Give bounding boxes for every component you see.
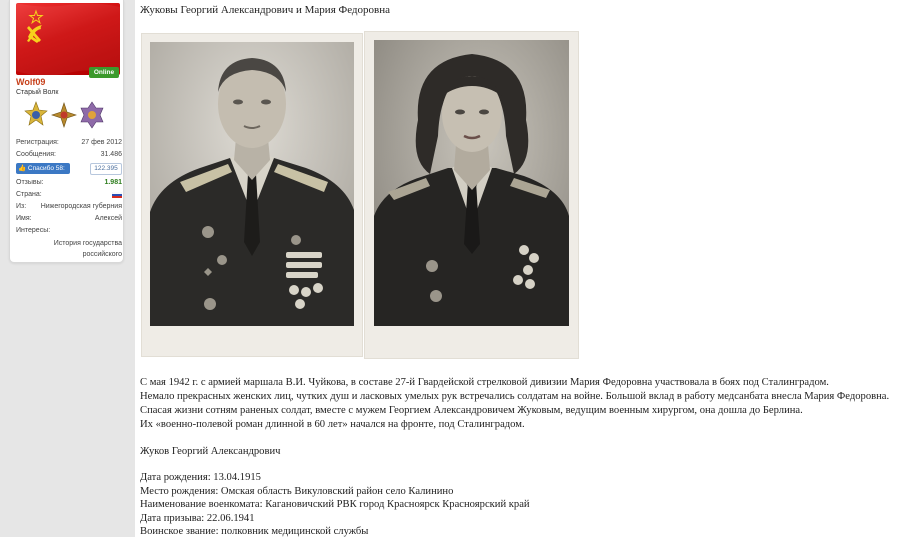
stat-posts: Сообщения: 31.486 <box>16 151 122 158</box>
award-order-icon[interactable] <box>81 102 103 128</box>
photo-georgy[interactable] <box>141 33 363 357</box>
award-cross-icon[interactable] <box>52 103 76 127</box>
detail-enlistment-office: Наименование военкомата: Кагановичский РВК город Красноярск Красноярский край <box>140 499 530 510</box>
person-name: Жуков Георгий Александрович <box>140 446 281 457</box>
post-sidebar <box>0 0 135 537</box>
ussr-flag-icon <box>16 3 120 75</box>
post-content <box>135 0 915 537</box>
stat-registration: Регистрация: 27 фев 2012 <box>16 139 122 146</box>
stat-country: Страна: <box>16 189 122 201</box>
portrait-man-image <box>150 42 354 326</box>
user-card <box>9 0 124 263</box>
post-title: Жуковы Георгий Александрович и Мария Федоровна <box>140 4 390 16</box>
stat-interests: Интересы: <box>16 227 51 234</box>
paragraph-4: Их «военно-полевой роман длинной в 60 лет» начался на фронте, под Сталинградом. <box>140 419 525 430</box>
stat-reviews: Отзывы: 1.981 <box>16 179 122 186</box>
interests-value: История государства российского <box>53 240 122 258</box>
detail-birthdate: Дата рождения: 13.04.1915 <box>140 472 261 483</box>
thanks-count[interactable]: 122.395 <box>90 163 122 175</box>
thumbs-up-icon: 👍 <box>18 165 27 172</box>
detail-draft-date: Дата призыва: 22.06.1941 <box>140 513 255 524</box>
russia-flag-icon <box>112 192 122 198</box>
paragraph-1: С мая 1942 г. с армией маршала В.И. Чуйкова, в составе 27-й Гвардейской стрелковой дивизии Мария Федоровна участвовала в боях под Сталинградом. <box>140 377 829 388</box>
photo-maria[interactable] <box>364 31 579 359</box>
thanks-button[interactable]: 👍 Спасибо 58: <box>16 163 70 174</box>
award-star-medal-icon[interactable] <box>25 102 47 125</box>
stat-name: Имя: Алексей <box>16 215 122 222</box>
avatar[interactable] <box>16 3 120 75</box>
stat-from: Из: Нижегородская губерния <box>16 203 122 210</box>
paragraph-2: Немало прекрасных женских лиц, чутких душ и ласковых умелых рук встречались солдатам на войне. Большой вклад в работу медсанбата внесла Мария Федоровна. <box>140 391 890 402</box>
user-title: Старый Волк <box>16 89 59 96</box>
thanks-row <box>16 162 122 176</box>
detail-birthplace: Место рождения: Омская область Викуловский район село Калинино <box>140 486 454 497</box>
awards <box>24 100 119 130</box>
portrait-woman-image <box>374 40 569 326</box>
online-badge: Online <box>89 67 119 78</box>
user-stats <box>16 137 122 260</box>
paragraph-3: Спасая жизни сотням раненых солдат, вместе с мужем Георгием Александровичем Жуковым, ведущим военным хирургом, она дошла до Берлина. <box>140 405 803 416</box>
detail-rank: Воинское звание: полковник медицинской службы <box>140 526 369 537</box>
username[interactable]: Wolf09 <box>16 77 46 87</box>
